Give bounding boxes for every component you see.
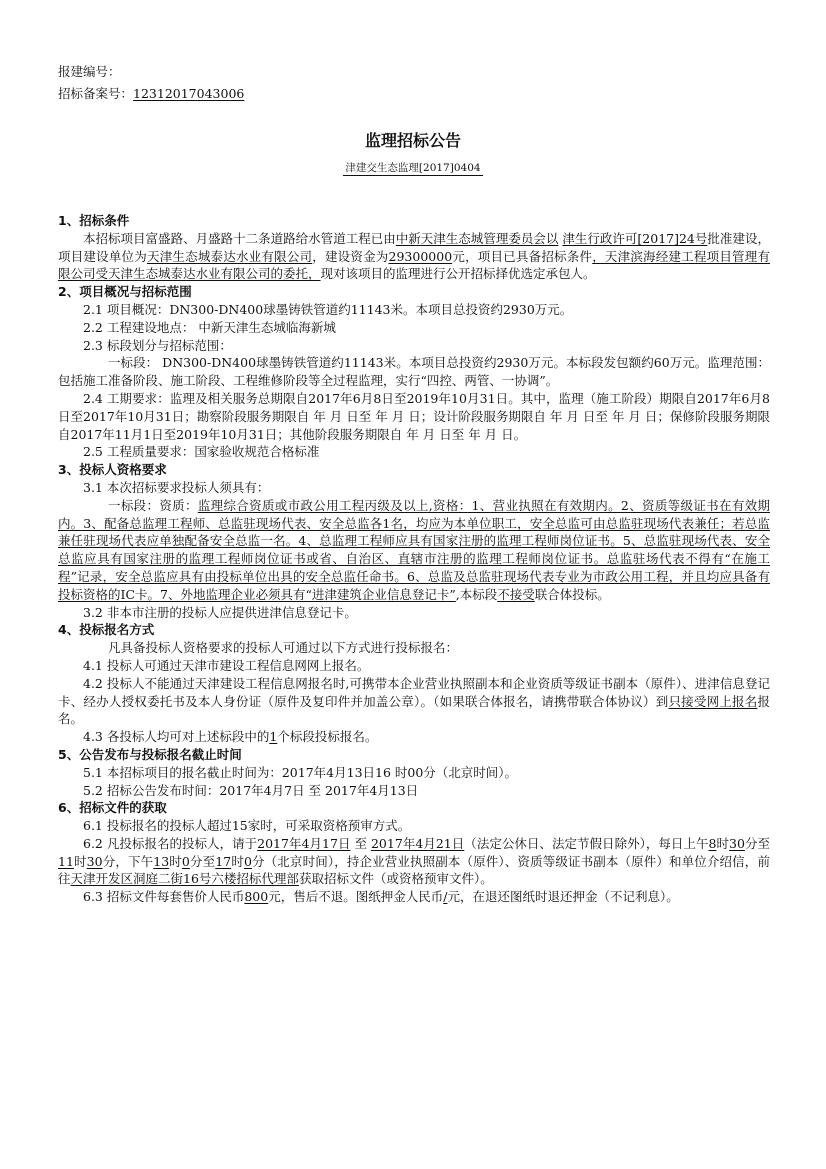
s3-qualification-text: 监理综合资质或市政公用工程丙级及以上,资格：1、营业执照在有效期内。2、资质等级证书在有效期内。3、配备总监理工程师、总监驻现场代表、安全总监各1名，均应为本单位职工，安全总监可由总监驻现场代表兼任；若总监兼任驻现场代表应单独配备安全总监一名。4、总监理工程师应具有国家注册的监理工程师岗位证书。5、总监驻现场代表、安全总监应具有国家注册的监理工程师岗位证书或省、自治区、直辖市注册的监理工程师岗位证书。总监驻场代表不得有“在施工程”记录，安全总监应具有由投标单位出具的安全总监任命书。6、总监及总监驻现场代表专业为市政公用工程，并且均应具备有投标资格的IC卡。7、外地监理企业必须具有“进津建筑企业信息登记卡” <box>58 497 770 602</box>
s4-offline <box>58 675 770 728</box>
s6-pm-start-hour: 13 <box>153 853 170 869</box>
s6-am-end-hour: 11 <box>58 853 74 869</box>
s1-owner: 天津生态城泰达水业有限公司 <box>146 248 313 264</box>
s4-lot-text-a: 4.3 各投标人均可对上述标段中的 <box>83 729 270 745</box>
s6-address: 天津开发区洞庭二街16号六楼招标代理部 <box>70 871 299 887</box>
s6-pm-end-min: 0 <box>243 853 252 869</box>
document-number <box>0 160 826 175</box>
s1-approval-authority: 中新天津生态城管理委员会以 <box>395 230 559 246</box>
s4-intro: 凡具备投标人资格要求的投标人可通过以下方式进行投标报名： <box>108 640 459 656</box>
s6-am-end-min: 30 <box>86 853 103 869</box>
section-5-heading: 5、公告发布与投标报名截止时间 <box>58 746 242 762</box>
section-1-paragraph <box>58 230 770 283</box>
s6-price-b: 元，售后不退。图纸押金人民币 <box>268 889 444 905</box>
s4-offline-end: 报名。 <box>58 693 770 727</box>
s1-text-4: 元，项目已具备招标条件 <box>452 248 593 264</box>
section-1-heading: 1、招标条件 <box>58 213 130 228</box>
s6-t-f: 时 <box>73 853 87 869</box>
s6-deposit-value: / <box>443 889 448 905</box>
s3-lot-1-qualification <box>58 497 770 604</box>
s6-price-a: 6.3 招标文件每套售价人民币 <box>83 889 245 905</box>
section-6-heading: 6、招标文件的获取 <box>58 800 167 816</box>
s5-deadline: 5.1 本招标项目的报名截止时间为：2017年4月13日16 时00分（北京时间）。 <box>83 764 518 780</box>
s1-text-2: 批准建设，项目建设单位为 <box>58 230 770 264</box>
s6-t-a: 6.2 凡投标报名的投标人，请于 <box>83 835 258 851</box>
s1-text-3: ，建设资金为 <box>312 248 389 264</box>
s6-t-i: 分至 <box>189 853 216 869</box>
s4-online-only: 只接受网上报名 <box>668 693 758 709</box>
s6-t-c: （法定公休日、法定节假日除外），每日上午 <box>464 835 709 851</box>
s6-t-l: 获取招标文件（或资格预审文件）。 <box>298 871 493 887</box>
page-title: 监理招标公告 <box>364 131 461 150</box>
s2-lots: 2.3 标段划分与招标范围： <box>83 337 232 353</box>
s6-t-k: 分（北京时间），持企业营业执照副本（原件）、资质等级证书副本（原件）和单位介绍信，前往 <box>58 853 770 887</box>
s2-location: 2.2 工程建设地点： 中新天津生态城临海新城 <box>83 319 336 335</box>
s6-t-d: 时 <box>716 835 730 851</box>
s3-non-local: 3.2 非本市注册的投标人应提供进津信息登记卡。 <box>83 604 357 620</box>
s6-am-start-min: 30 <box>729 835 745 851</box>
s6-t-g: 分，下午 <box>102 853 154 869</box>
s5-publish-time: 5.2 招标公告发布时间：2017年4月7日 至 2017年4月13日 <box>83 782 419 798</box>
document-body <box>58 212 770 906</box>
record-number-value: 12312017043006 <box>133 86 245 101</box>
s6-prequal: 6.1 投标报名的投标人超过15家时，可采取资格预审方式。 <box>83 818 411 834</box>
s6-t-j: 时 <box>231 853 244 869</box>
s1-text-1: 本招标项目富盛路、月盛路十二条道路给水管道工程已由 <box>83 230 396 246</box>
record-number-label: 招标备案号： <box>58 86 134 101</box>
s6-pm-start-min: 0 <box>181 853 190 869</box>
s6-price-value: 800 <box>244 889 269 905</box>
s6-am-start-hour: 8 <box>708 835 717 851</box>
s2-lot-1: 一标段： DN300-DN400球墨铸铁管道约11143米。本项目总投资约2930万元。本标段发包额约60万元。监理范围：包括施工准备阶段、施工阶段、工程维修阶段等全过程监理，实行“四控、两管、一协调”。 <box>58 355 770 389</box>
section-2-heading: 2、项目概况与招标范围 <box>58 284 192 300</box>
s1-funds: 29300000 <box>388 248 453 264</box>
s3-text-c: 联合体投标。 <box>534 586 610 602</box>
s1-permit-number: 津生行政许可[2017]24号 <box>562 230 708 246</box>
s6-pm-end-hour: 17 <box>215 853 232 869</box>
s2-schedule: 2.4 工期要求：监理及相关服务总期限自2017年6月8日至2019年10月31日。其中，监理（施工阶段）期限自2017年6月8日至2017年10月31日；勘察阶段服务期限自 年 月 日至 年 月 日；设计阶段服务期限自 年 月 日至 年 月 日；保修阶段服务期限自2017年11月1日至2019年10月31日；其他阶段服务期限自 年 月 日至 年 月 日。 <box>58 390 770 442</box>
s4-lot-count <box>58 728 770 746</box>
s6-price-c: 元，在退还图纸时退还押金（不记利息）。 <box>447 889 679 905</box>
s4-lot-number: 1 <box>269 729 278 745</box>
record-number-line <box>58 84 244 104</box>
s6-t-h: 时 <box>169 853 182 869</box>
s1-text-5: 现对该项目的监理进行公开招标择优选定承包人。 <box>320 266 596 282</box>
s2-quality: 2.5 工程质量要求：国家验收规范合格标准 <box>83 444 320 460</box>
s2-overview: 2.1 项目概况：DN300-DN400球墨铸铁管道约11143米。本项目总投资约2930万元。 <box>83 301 573 317</box>
s6-start-date: 2017年4月17日 <box>257 835 351 851</box>
report-number-label: 报建编号： <box>58 64 121 79</box>
s4-offline-text: 4.2 投标人不能通过天津建设工程信息网报名时,可携带本企业营业执照副本和企业资质等级证书副本（原件）、进津信息登记卡、经办人授权委托书及本人身份证（原件及复印件并加盖公章）。（如果联合体报名，请携带联合体协议）到 <box>58 675 770 709</box>
s4-online: 4.1 投标人可通过天津市建设工程信息网网上报名。 <box>83 657 370 673</box>
s4-lot-text-b: 个标段投标报名。 <box>277 729 378 745</box>
report-number-line <box>58 62 121 82</box>
s1-agent: ，天津滨海经建工程项目管理有限公司受天津生态城泰达水业有限公司的委托， <box>58 248 770 282</box>
s6-end-date: 2017年4月21日 <box>370 835 465 851</box>
section-3-heading: 3、投标人资格要求 <box>58 462 167 478</box>
s6-obtain <box>58 835 770 888</box>
s6-price <box>58 888 770 906</box>
s3-lot-label: 一标段：资质： <box>108 497 198 513</box>
s3-requirements-intro: 3.1 本次招标要求投标人须具有： <box>83 479 270 495</box>
s6-t-e: 分至 <box>744 835 770 851</box>
document-number-text: 津建交生态监理[2017]0404 <box>345 162 481 174</box>
s3-consortium-flag: 不接受 <box>497 586 535 602</box>
section-4-heading: 4、投标报名方式 <box>58 622 155 638</box>
s3-text-b: ,本标段 <box>455 586 498 602</box>
s6-t-b: 至 <box>350 835 371 851</box>
